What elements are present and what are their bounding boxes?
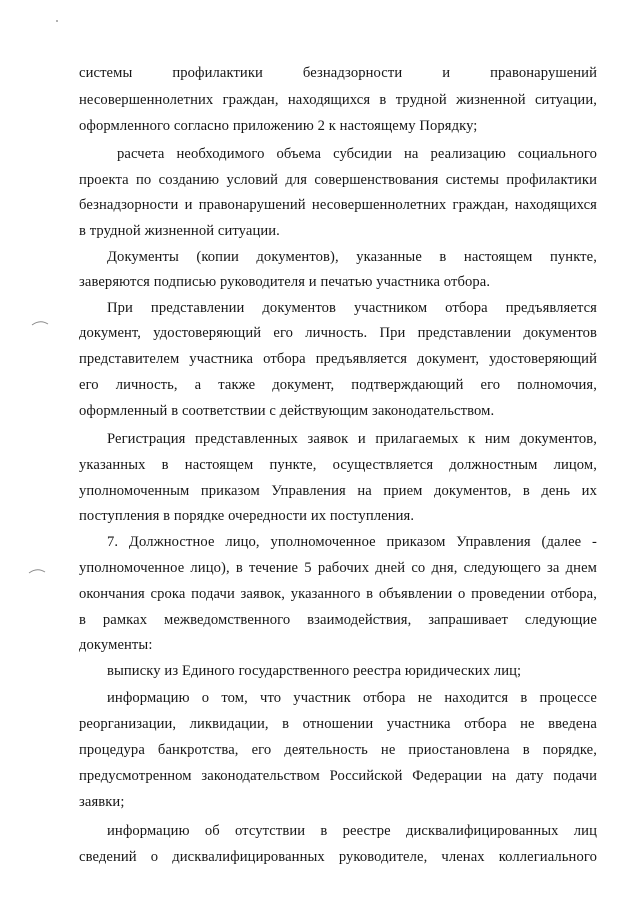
text-line: информацию о том, что участник отбора не находится в процессе	[107, 690, 597, 706]
text-line: информацию об отсутствии в реестре дисквалифицированных лиц	[107, 823, 597, 839]
punch-hole-mark-icon	[30, 319, 50, 327]
text-line: в трудной жизненной ситуации.	[79, 223, 280, 239]
text-line: заверяются подписью руководителя и печатью участника отбора.	[79, 274, 491, 290]
text-line: выписку из Единого государственного реестра юридических лиц;	[107, 663, 522, 679]
text-line: документы:	[79, 637, 153, 653]
text-line: заявки;	[79, 794, 125, 810]
text-line: указанных в настоящем пункте, осуществляется должностным лицом,	[79, 457, 597, 473]
text-line: 7. Должностное лицо, уполномоченное приказом Управления (далее -	[107, 534, 597, 550]
text-line: уполномоченным приказом Управления на прием документов, в день их	[79, 483, 597, 499]
punch-hole-mark-icon	[27, 567, 47, 575]
text-line: оформленный в соответствии с действующим законодательством.	[79, 403, 495, 419]
text-line: представителем участника отбора предъявляется документ, удостоверяющий	[79, 351, 597, 367]
text-line: несовершеннолетних граждан, находящихся в трудной жизненной ситуации,	[79, 92, 597, 108]
text-line: проекта по созданию условий для совершенствования системы профилактики	[79, 172, 597, 188]
text-line: реорганизации, ликвидации, в отношении участника отбора не введена	[79, 716, 597, 732]
text-line: поступления в порядке очередности их поступления.	[79, 508, 415, 524]
text-line: уполномоченное лицо), в течение 5 рабочих дней со дня, следующего за днем	[79, 560, 597, 576]
text-line: системы профилактики безнадзорности и правонарушений	[79, 65, 597, 81]
text-line: При представлении документов участником отбора предъявляется	[107, 300, 597, 316]
text-line: расчета необходимого объема субсидии на реализацию социального	[117, 146, 597, 162]
text-line: безнадзорности и правонарушений несовершеннолетних граждан, находящихся	[79, 197, 597, 213]
text-line: Документы (копии документов), указанные в настоящем пункте,	[107, 249, 597, 265]
text-line: процедура банкротства, его деятельность не приостановлена в порядке,	[79, 742, 597, 758]
text-line: предусмотренном законодательством Российской Федерации на дату подачи	[79, 768, 597, 784]
text-line: Регистрация представленных заявок и прилагаемых к ним документов,	[107, 431, 597, 447]
text-line: сведений о дисквалифицированных руководителе, членах коллегиального	[79, 849, 597, 865]
scan-speck-icon	[56, 20, 58, 22]
text-line: оформленного согласно приложению 2 к настоящему Порядку;	[79, 118, 478, 134]
text-line: документ, удостоверяющий его личность. При представлении документов	[79, 325, 597, 341]
text-line: его личность, а также документ, подтверждающий его полномочия,	[79, 377, 597, 393]
text-line: в рамках межведомственного взаимодействия, запрашивает следующие	[79, 612, 597, 628]
text-line: окончания срока подачи заявок, указанного в объявлении о проведении отбора,	[79, 586, 597, 602]
